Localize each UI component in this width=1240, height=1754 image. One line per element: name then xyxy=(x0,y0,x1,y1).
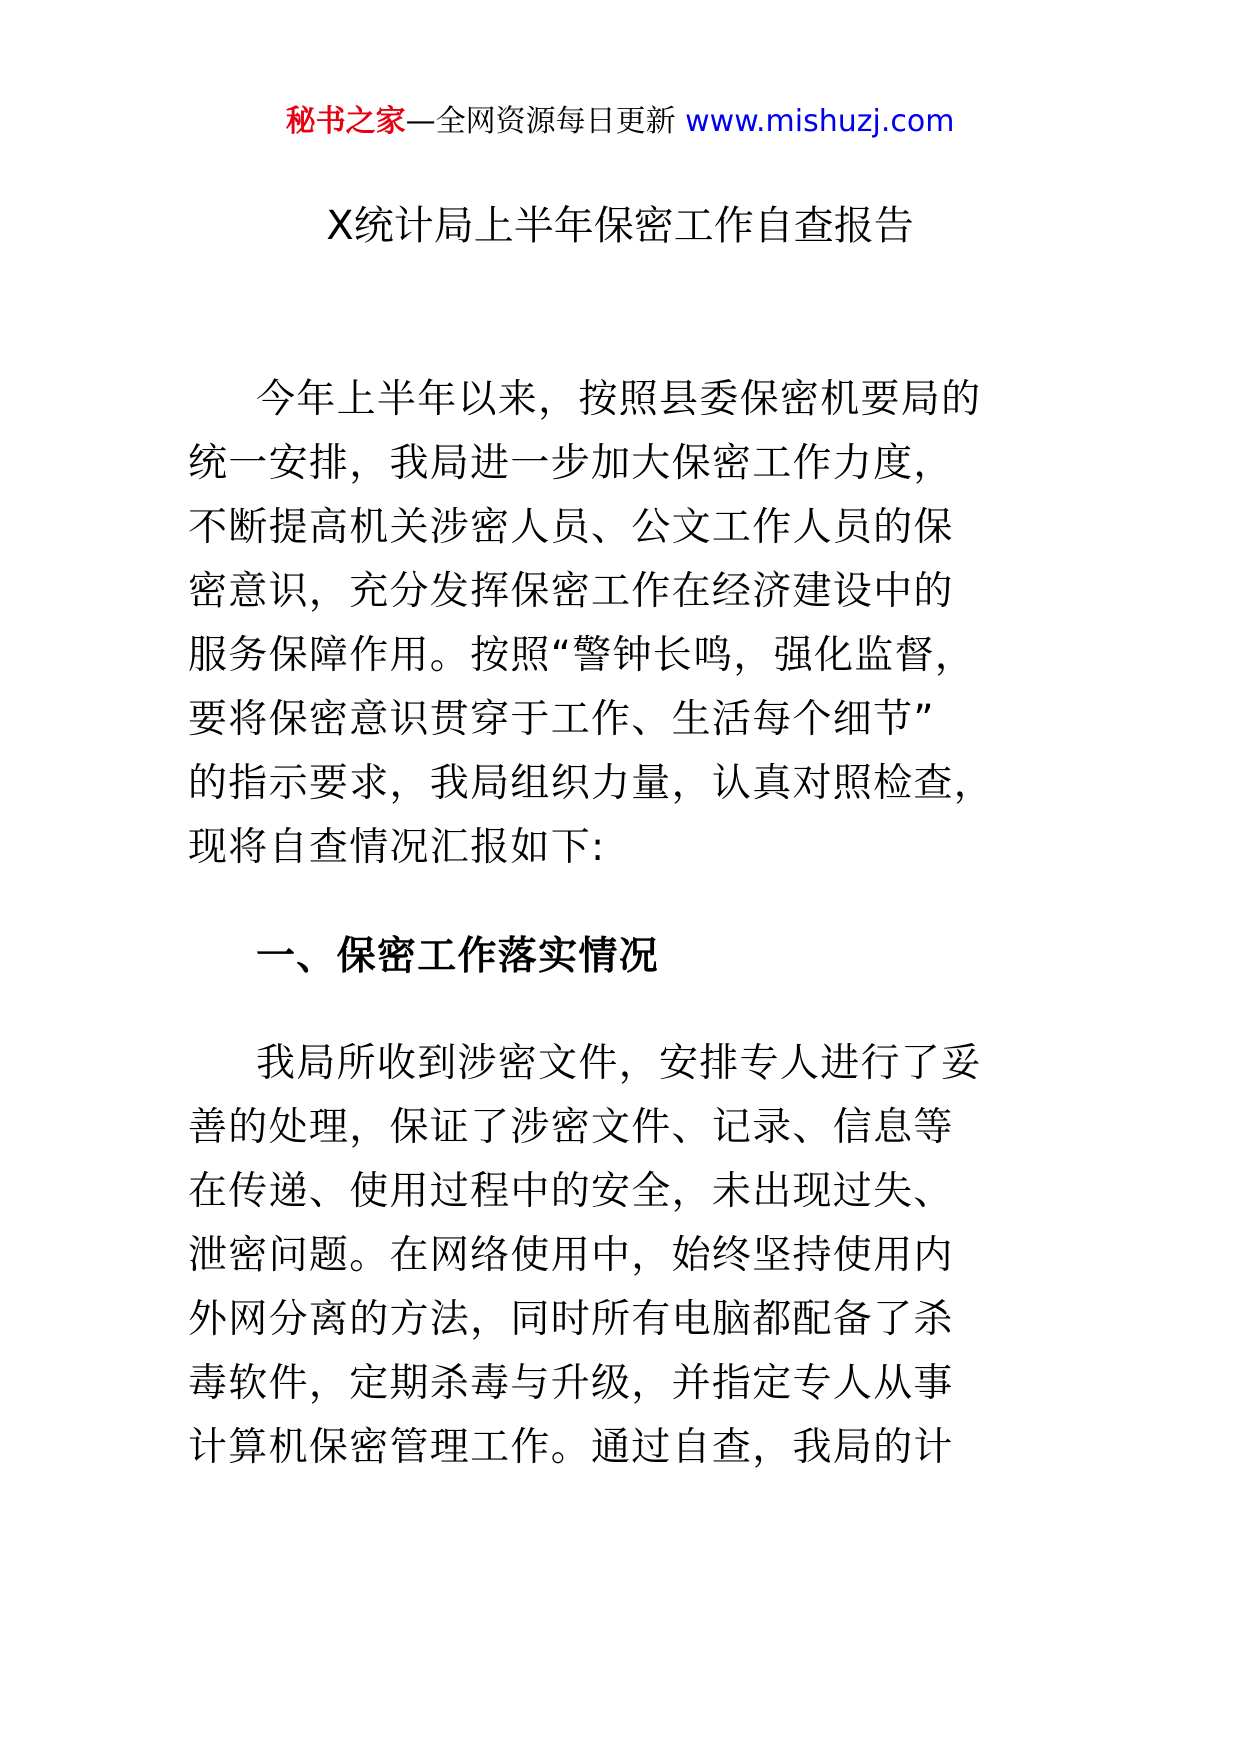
document-title: X统计局上半年保密工作自查报告 xyxy=(326,203,914,249)
paragraph-line: 我局所收到涉密文件，安排专人进行了妥 xyxy=(256,1041,982,1086)
paragraph-line: 现将自查情况汇报如下: xyxy=(188,825,606,870)
paragraph-line: 泄密问题。在网络使用中，始终坚持使用内 xyxy=(188,1233,954,1278)
paragraph-line: 服务保障作用。按照“警钟长鸣，强化监督， xyxy=(188,633,976,678)
paragraph-line: 今年上半年以来，按照县委保密机要局的 xyxy=(256,377,982,422)
paragraph-line: 在传递、使用过程中的安全，未出现过失、 xyxy=(188,1169,954,1214)
watermark-header xyxy=(0,100,1240,144)
paragraph-line: 的指示要求，我局组织力量，认真对照检查， xyxy=(188,761,995,806)
paragraph-line: 要将保密意识贯穿于工作、生活每个细节” xyxy=(188,697,935,742)
paragraph-line: 毒软件，定期杀毒与升级，并指定专人从事 xyxy=(188,1361,954,1406)
paragraph-line: 密意识，充分发挥保密工作在经济建设中的 xyxy=(188,569,954,614)
header-slogan: —全网资源每日更新 xyxy=(405,104,676,139)
brand-name: 秘书之家 xyxy=(285,104,406,139)
site-link[interactable]: www.mishuzj.com xyxy=(685,104,955,139)
paragraph-intro xyxy=(188,368,1068,880)
paragraph-line: 计算机保密管理工作。通过自查，我局的计 xyxy=(188,1425,954,1470)
section-heading: 一、保密工作落实情况 xyxy=(256,934,660,979)
paragraph-line: 外网分离的方法，同时所有电脑都配备了杀 xyxy=(188,1297,954,1342)
paragraph-line: 统一安排，我局进一步加大保密工作力度， xyxy=(188,441,954,486)
paragraph-line: 善的处理，保证了涉密文件、记录、信息等 xyxy=(188,1105,954,1150)
paragraph-line: 不断提高机关涉密人员、公文工作人员的保 xyxy=(188,505,954,550)
paragraph-section1 xyxy=(188,1032,1068,1480)
